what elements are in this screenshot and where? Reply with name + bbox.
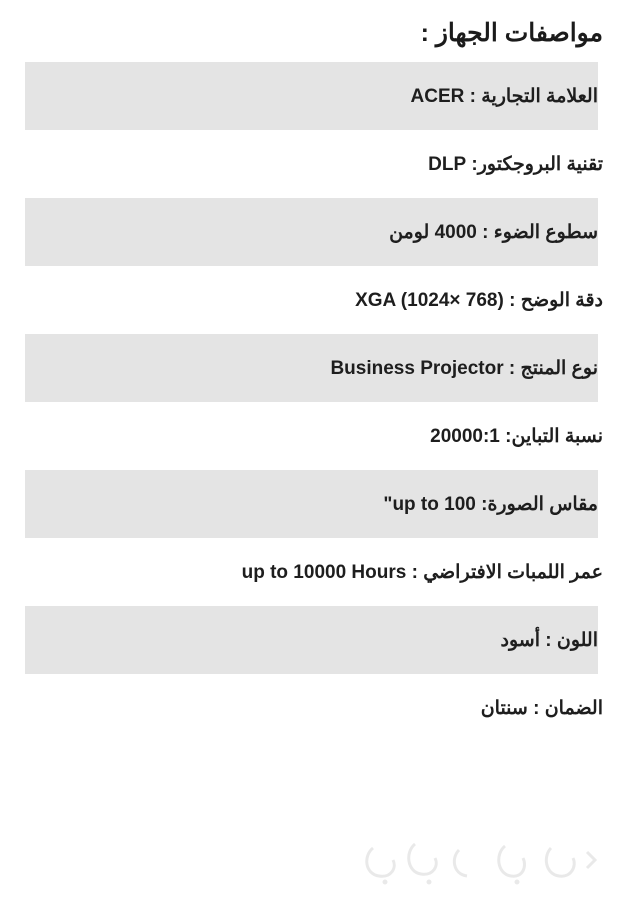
spec-text: تقنية البروجكتور: DLP	[428, 153, 603, 175]
spec-text: دقة الوضح : XGA (1024× 768)	[355, 289, 603, 311]
list-item	[25, 62, 598, 130]
list-item	[0, 130, 623, 198]
spec-text: العلامة التجارية : ACER	[410, 85, 598, 107]
spec-text: سطوع الضوء : 4000 لومن	[389, 221, 598, 243]
spec-text: نسبة التباين: 20000:1	[430, 425, 603, 447]
list-item	[0, 266, 623, 334]
list-item	[0, 402, 623, 470]
page-title: مواصفات الجهاز :	[420, 19, 603, 47]
specs-list	[0, 62, 623, 742]
watermark-logo-icon	[355, 830, 605, 890]
list-item	[25, 470, 598, 538]
list-item	[0, 674, 623, 742]
spec-text: نوع المنتج : Business Projector	[330, 357, 598, 379]
list-item	[25, 334, 598, 402]
spec-text: مقاس الصورة: up to 100"	[383, 493, 598, 515]
spec-text: الضمان : سنتان	[480, 697, 603, 719]
spec-text: اللون : أسود	[500, 629, 598, 651]
list-item	[25, 198, 598, 266]
list-item	[0, 538, 623, 606]
spec-text: عمر اللمبات الافتراضي : up to 10000 Hours	[241, 561, 603, 583]
list-item	[25, 606, 598, 674]
